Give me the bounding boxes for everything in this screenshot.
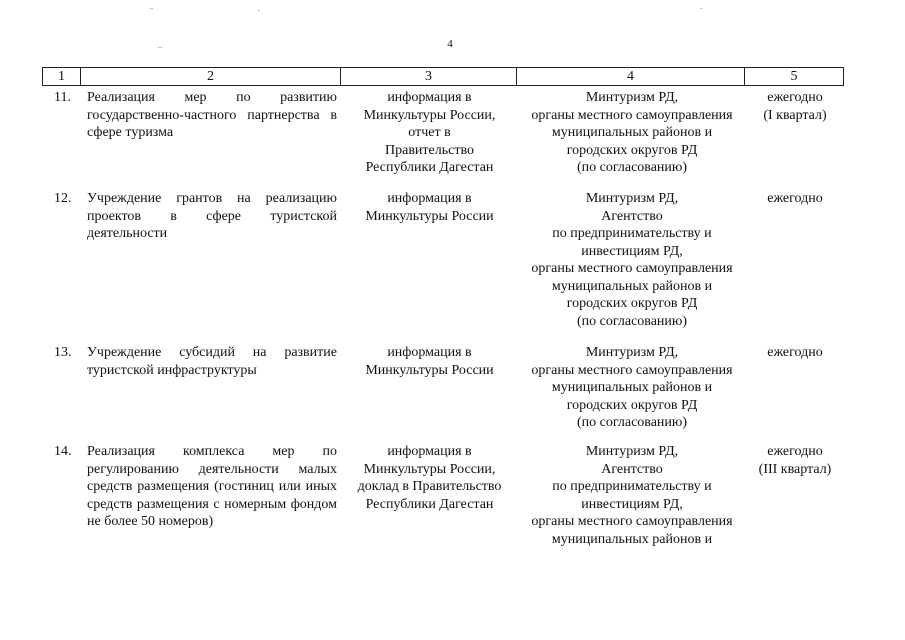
text-line: по предпринимательству и <box>552 479 712 494</box>
text-line: муниципальных районов и <box>551 531 713 547</box>
text-line: Минтуризм РД, <box>585 345 679 360</box>
text-line: по предпринимательству и <box>552 226 712 241</box>
responsible-parties <box>517 443 747 548</box>
text-line: (по согласованию) <box>576 313 688 329</box>
text-line: муниципальных районов и <box>551 380 713 395</box>
page-number: 4 <box>447 38 453 50</box>
text-line: Минкультуры России, <box>363 107 496 123</box>
text-line: инвестициям РД, <box>581 496 683 512</box>
report-form <box>347 190 512 225</box>
row-number: 14. <box>54 444 72 459</box>
text-line: отчет в <box>408 125 451 140</box>
text-line: органы местного самоуправления <box>531 514 733 529</box>
row-number: 13. <box>54 345 72 360</box>
text-line: информация в <box>387 345 472 360</box>
task-description: Учреждение субсидий на развитие туристской инфраструктуры <box>87 345 337 378</box>
text-line: Республики Дагестан <box>365 160 494 175</box>
responsible-parties <box>517 89 747 177</box>
deadline <box>748 89 842 124</box>
responsible-parties <box>517 344 747 432</box>
column-header-4: 4 <box>517 68 745 85</box>
text-line: органы местного самоуправления <box>531 107 733 123</box>
text-line: муниципальных районов и <box>551 125 713 140</box>
text-line: Агентство <box>601 208 663 224</box>
task-description: Реализация мер по развитию государственно-частного партнерства в сфере туризма <box>87 90 337 140</box>
row-number: 12. <box>54 191 72 206</box>
text-line: Минкультуры России, <box>363 461 496 477</box>
text-line: Минтуризм РД, <box>585 90 679 105</box>
text-line: (по согласованию) <box>576 415 688 430</box>
deadline <box>748 443 842 478</box>
report-form <box>347 443 512 513</box>
responsible-parties <box>517 190 747 330</box>
row-number: 11. <box>54 90 71 105</box>
deadline <box>748 344 842 362</box>
report-form <box>347 344 512 379</box>
text-line: ежегодно <box>767 444 823 459</box>
column-header-5: 5 <box>790 69 798 84</box>
text-line: Минтуризм РД, <box>585 191 679 206</box>
text-line: городских округов РД <box>566 296 698 311</box>
text-line: органы местного самоуправления <box>531 362 733 378</box>
text-line: Правительство <box>385 142 474 158</box>
table-header-row <box>42 67 844 86</box>
text-line: муниципальных районов и <box>551 278 713 294</box>
text-line: ежегодно <box>767 191 823 206</box>
column-header-2: 2 <box>81 68 341 85</box>
report-form <box>347 89 512 177</box>
text-line: Минкультуры России <box>365 362 494 378</box>
text-line: Республики Дагестан <box>365 496 494 512</box>
text-line: (по согласованию) <box>576 160 688 175</box>
task-description: Учреждение грантов на реализацию проектов в сфере туристской деятельности <box>87 191 337 241</box>
text-line: ежегодно <box>767 345 823 360</box>
text-line: информация в <box>387 191 472 206</box>
text-line: информация в <box>387 90 472 105</box>
text-line: городских округов РД <box>566 142 698 158</box>
text-line: инвестициям РД, <box>581 243 683 259</box>
text-line: органы местного самоуправления <box>531 261 733 276</box>
text-line: (I квартал) <box>763 107 827 123</box>
text-line: Агентство <box>601 461 663 477</box>
text-line: информация в <box>387 444 472 459</box>
task-description: Реализация комплекса мер по регулированию деятельности малых средств размещения (гостиниц или иных средств размещения с номерным фондом не более 50 номеров) <box>87 444 337 529</box>
text-line: городских округов РД <box>566 397 698 413</box>
column-header-1: 1 <box>43 68 81 85</box>
text-line: Минтуризм РД, <box>585 444 679 459</box>
text-line: ежегодно <box>767 90 823 105</box>
column-header-3: 3 <box>341 68 517 85</box>
deadline <box>748 190 842 208</box>
text-line: (III квартал) <box>758 461 832 477</box>
text-line: доклад в Правительство <box>357 479 502 494</box>
text-line: Минкультуры России <box>365 208 494 224</box>
